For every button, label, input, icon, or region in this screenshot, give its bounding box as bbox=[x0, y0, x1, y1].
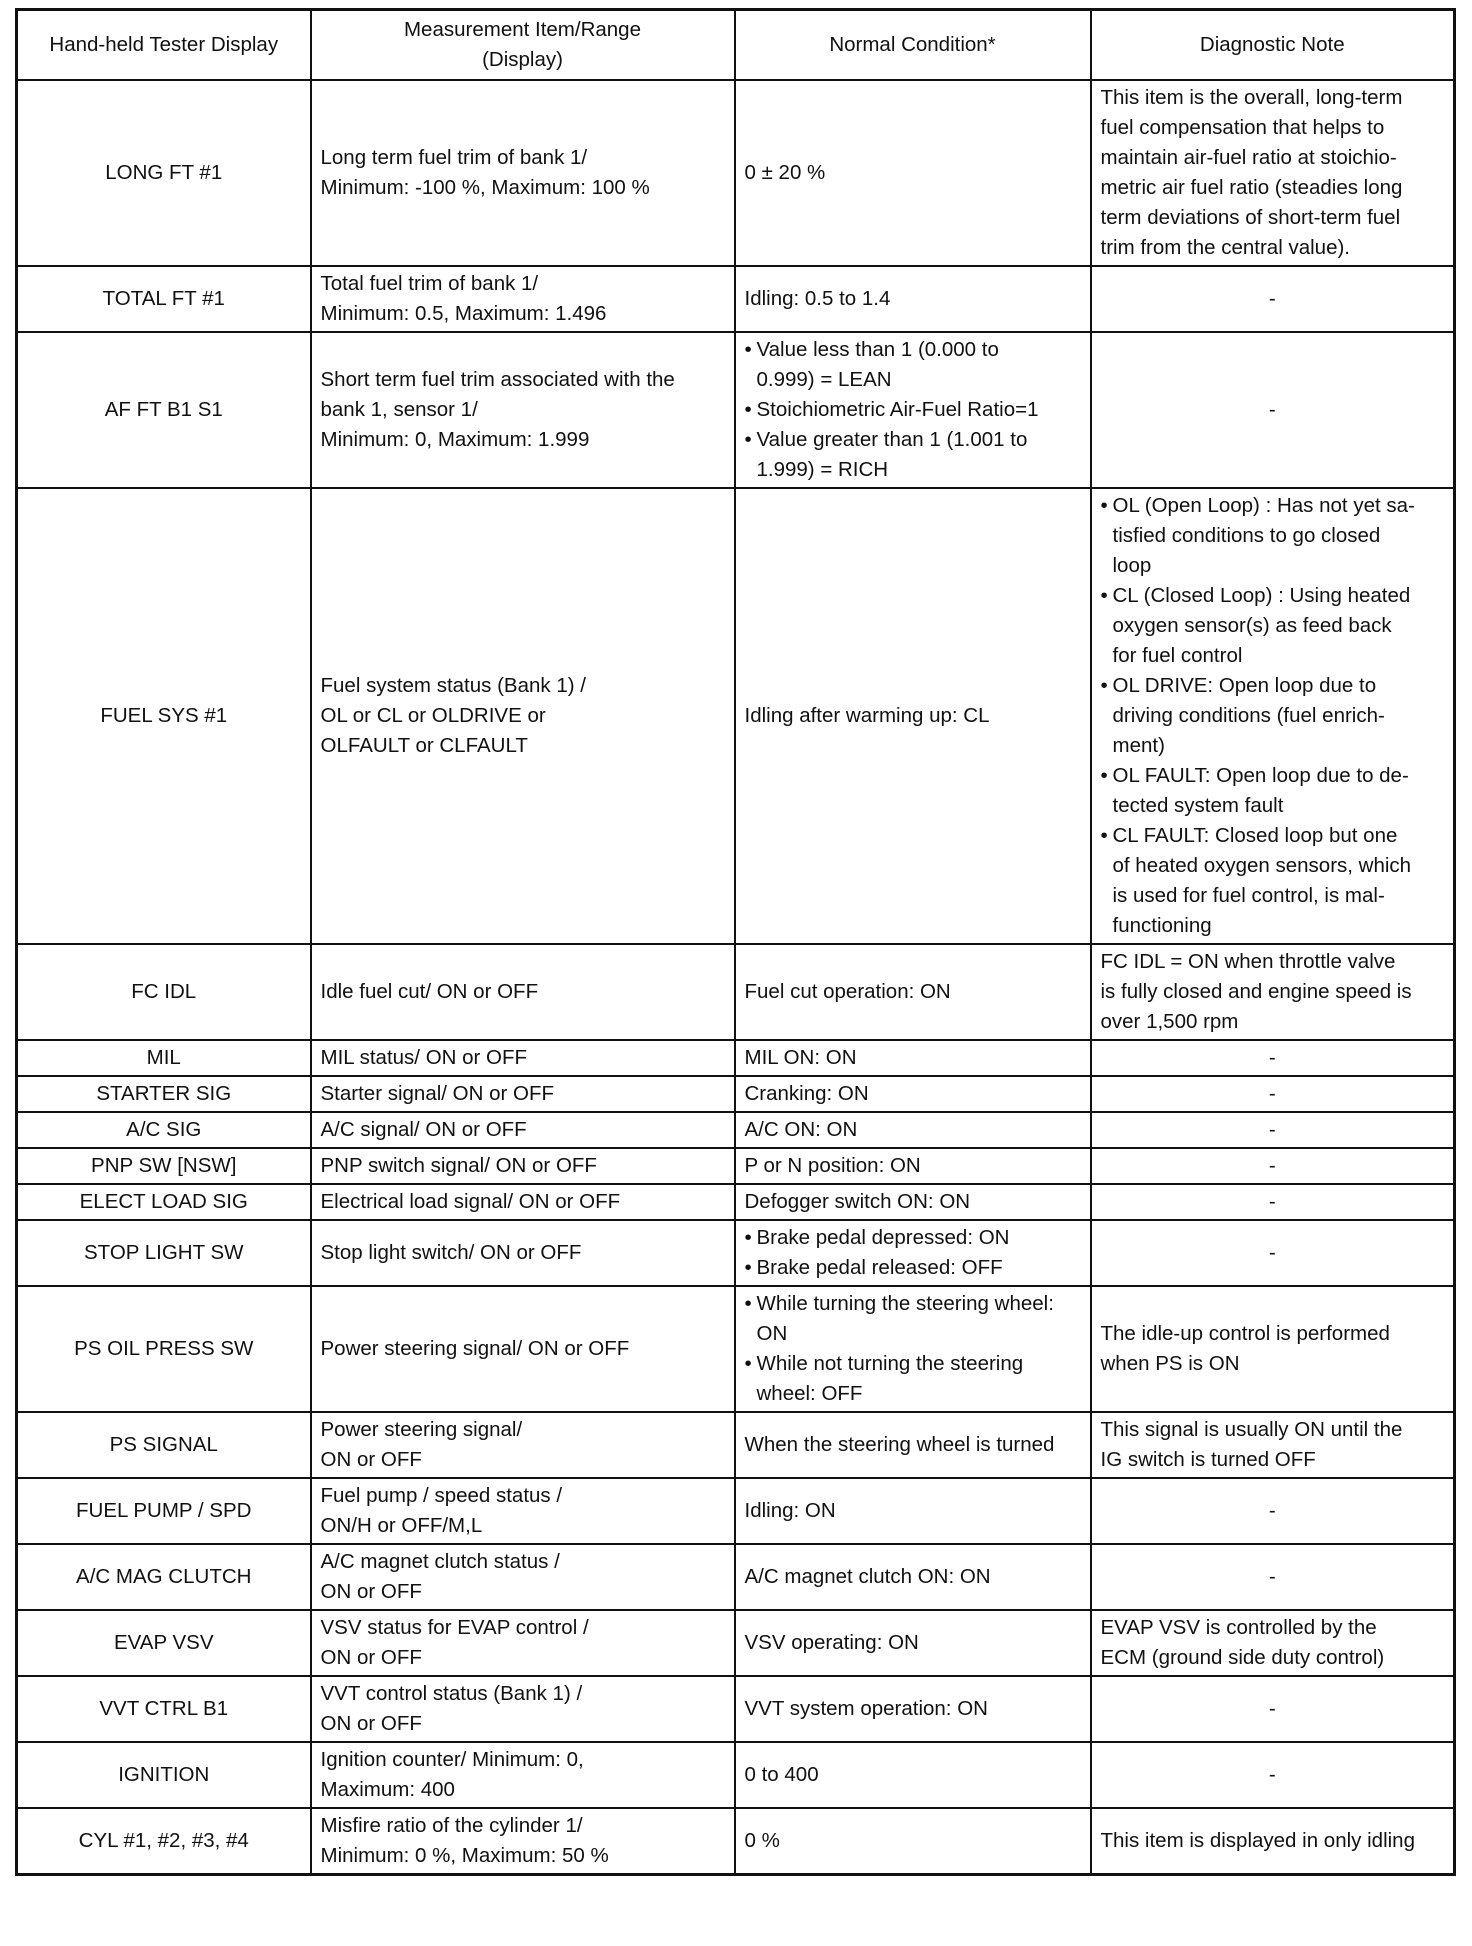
table-row bbox=[17, 1184, 1455, 1220]
cell-diagnostic-note bbox=[1091, 1412, 1455, 1478]
display-name: FUEL PUMP / SPD bbox=[76, 1499, 252, 1522]
text-line: ECM (ground side duty control) bbox=[1100, 1646, 1385, 1669]
text-line: - bbox=[1268, 1499, 1276, 1522]
text-line: • While turning the steering wheel: bbox=[756, 1292, 1054, 1315]
text-line: ON or OFF bbox=[320, 1712, 422, 1735]
text-line: • Value less than 1 (0.000 to bbox=[756, 338, 999, 361]
text-line: • CL FAULT: Closed loop but one bbox=[1112, 824, 1398, 847]
cell-normal-condition bbox=[735, 1112, 1091, 1148]
cell-tester-display bbox=[17, 1742, 311, 1808]
display-name: A/C MAG CLUTCH bbox=[76, 1565, 252, 1588]
text-line: Short term fuel trim associated with the bbox=[320, 368, 675, 391]
cell-tester-display bbox=[17, 1040, 311, 1076]
table-row bbox=[17, 80, 1455, 266]
text-line: - bbox=[1268, 1565, 1276, 1588]
table-row bbox=[17, 1076, 1455, 1112]
text-line: metric air fuel ratio (steadies long bbox=[1100, 176, 1403, 199]
table-row bbox=[17, 1610, 1455, 1676]
text-line: Power steering signal/ ON or OFF bbox=[320, 1337, 630, 1360]
display-name: FUEL SYS #1 bbox=[100, 704, 228, 727]
cell-diagnostic-note bbox=[1091, 332, 1455, 488]
cell-normal-condition bbox=[735, 1610, 1091, 1676]
cell-measurement-item bbox=[311, 1742, 735, 1808]
text-line: term deviations of short-term fuel bbox=[1100, 206, 1401, 229]
cell-diagnostic-note bbox=[1091, 488, 1455, 944]
text-line: ON or OFF bbox=[320, 1646, 422, 1669]
bullet-item bbox=[745, 1349, 1081, 1409]
text-line: Fuel cut operation: ON bbox=[744, 980, 951, 1003]
bullet-item bbox=[745, 1289, 1081, 1349]
bullet-item bbox=[745, 335, 1081, 395]
text-line: • Brake pedal released: OFF bbox=[756, 1256, 1003, 1279]
cell-normal-condition bbox=[735, 488, 1091, 944]
cell-normal-condition bbox=[735, 1808, 1091, 1875]
cell-normal-condition bbox=[735, 1478, 1091, 1544]
cell-normal-condition bbox=[735, 1412, 1091, 1478]
bullet-item bbox=[745, 425, 1081, 485]
cell-measurement-item bbox=[311, 1544, 735, 1610]
display-name: STARTER SIG bbox=[96, 1082, 232, 1105]
cell-tester-display bbox=[17, 1076, 311, 1112]
table-row bbox=[17, 1478, 1455, 1544]
display-name: TOTAL FT #1 bbox=[102, 287, 225, 310]
text-line: • While not turning the steering bbox=[756, 1352, 1024, 1375]
text-line: Idling after warming up: CL bbox=[744, 704, 990, 727]
text-line: This item is displayed in only idling bbox=[1100, 1829, 1415, 1852]
data-list-table bbox=[15, 8, 1456, 1876]
text-line: P or N position: ON bbox=[744, 1154, 921, 1177]
text-line: Stop light switch/ ON or OFF bbox=[320, 1241, 582, 1264]
header-line: Measurement Item/Range bbox=[403, 18, 641, 41]
bullet-item bbox=[1101, 671, 1445, 761]
table-row bbox=[17, 1148, 1455, 1184]
cell-tester-display bbox=[17, 1478, 311, 1544]
text-line: - bbox=[1268, 1697, 1276, 1720]
text-line: - bbox=[1268, 398, 1276, 421]
text-line: 1.999) = RICH bbox=[756, 458, 889, 481]
display-name: PNP SW [NSW] bbox=[91, 1154, 237, 1177]
cell-measurement-item bbox=[311, 1112, 735, 1148]
cell-tester-display bbox=[17, 1544, 311, 1610]
cell-normal-condition bbox=[735, 1184, 1091, 1220]
text-line: Minimum: 0.5, Maximum: 1.496 bbox=[320, 302, 607, 325]
display-name: LONG FT #1 bbox=[105, 161, 223, 184]
cell-measurement-item bbox=[311, 266, 735, 332]
text-line: - bbox=[1268, 1118, 1276, 1141]
text-line: 0 to 400 bbox=[744, 1763, 819, 1786]
text-line: maintain air-fuel ratio at stoichio- bbox=[1100, 146, 1397, 169]
text-line: Minimum: 0, Maximum: 1.999 bbox=[320, 428, 590, 451]
display-name: MIL bbox=[146, 1046, 181, 1069]
cell-diagnostic-note bbox=[1091, 1220, 1455, 1286]
text-line: ment) bbox=[1112, 734, 1165, 757]
table-header-row bbox=[17, 10, 1455, 81]
cell-tester-display bbox=[17, 1412, 311, 1478]
header-diagnostic-note bbox=[1091, 10, 1455, 81]
text-line: VSV operating: ON bbox=[744, 1631, 919, 1654]
bullet-item bbox=[1101, 491, 1445, 581]
cell-diagnostic-note bbox=[1091, 1676, 1455, 1742]
cell-measurement-item bbox=[311, 1808, 735, 1875]
text-line: - bbox=[1268, 1082, 1276, 1105]
display-name: FC IDL bbox=[131, 980, 197, 1003]
text-line: - bbox=[1268, 287, 1276, 310]
text-line: Idling: ON bbox=[744, 1499, 836, 1522]
cell-tester-display bbox=[17, 488, 311, 944]
display-name: EVAP VSV bbox=[113, 1631, 214, 1654]
table-row bbox=[17, 1544, 1455, 1610]
cell-measurement-item bbox=[311, 1286, 735, 1412]
text-line: loop bbox=[1112, 554, 1152, 577]
text-line: 0 % bbox=[744, 1829, 780, 1852]
cell-diagnostic-note bbox=[1091, 1742, 1455, 1808]
cell-diagnostic-note bbox=[1091, 1610, 1455, 1676]
text-line: VVT system operation: ON bbox=[744, 1697, 988, 1720]
text-line: MIL ON: ON bbox=[744, 1046, 857, 1069]
cell-tester-display bbox=[17, 1286, 311, 1412]
text-line: is fully closed and engine speed is bbox=[1100, 980, 1412, 1003]
text-line: Fuel pump / speed status / bbox=[320, 1484, 563, 1507]
bullet-list bbox=[745, 335, 1081, 485]
cell-measurement-item bbox=[311, 80, 735, 266]
table-row bbox=[17, 1112, 1455, 1148]
table-row bbox=[17, 1040, 1455, 1076]
text-line: • CL (Closed Loop) : Using heated bbox=[1112, 584, 1411, 607]
cell-tester-display bbox=[17, 1148, 311, 1184]
cell-tester-display bbox=[17, 1220, 311, 1286]
text-line: Defogger switch ON: ON bbox=[744, 1190, 971, 1213]
text-line: • Stoichiometric Air-Fuel Ratio=1 bbox=[756, 398, 1039, 421]
cell-measurement-item bbox=[311, 1040, 735, 1076]
text-line: VVT control status (Bank 1) / bbox=[320, 1682, 583, 1705]
cell-tester-display bbox=[17, 1610, 311, 1676]
display-name: IGNITION bbox=[118, 1763, 210, 1786]
text-line: is used for fuel control, is mal- bbox=[1112, 884, 1385, 907]
cell-diagnostic-note bbox=[1091, 1076, 1455, 1112]
text-line: • OL (Open Loop) : Has not yet sa- bbox=[1112, 494, 1415, 517]
table-row bbox=[17, 1286, 1455, 1412]
text-line: • Brake pedal depressed: ON bbox=[756, 1226, 1010, 1249]
table-row bbox=[17, 332, 1455, 488]
text-line: • OL DRIVE: Open loop due to bbox=[1112, 674, 1377, 697]
cell-measurement-item bbox=[311, 1148, 735, 1184]
bullet-item bbox=[745, 1253, 1081, 1283]
text-line: • OL FAULT: Open loop due to de- bbox=[1112, 764, 1409, 787]
cell-tester-display bbox=[17, 332, 311, 488]
cell-normal-condition bbox=[735, 1076, 1091, 1112]
text-line: A/C magnet clutch ON: ON bbox=[744, 1565, 991, 1588]
bullet-list bbox=[745, 1223, 1081, 1283]
text-line: - bbox=[1268, 1190, 1276, 1213]
cell-measurement-item bbox=[311, 1412, 735, 1478]
text-line: EVAP VSV is controlled by the bbox=[1100, 1616, 1377, 1639]
cell-diagnostic-note bbox=[1091, 1112, 1455, 1148]
text-line: oxygen sensor(s) as feed back bbox=[1112, 614, 1392, 637]
bullet-item bbox=[1101, 581, 1445, 671]
bullet-item bbox=[1101, 761, 1445, 821]
cell-tester-display bbox=[17, 1808, 311, 1875]
text-line: over 1,500 rpm bbox=[1100, 1010, 1239, 1033]
text-line: - bbox=[1268, 1241, 1276, 1264]
cell-measurement-item bbox=[311, 488, 735, 944]
cell-normal-condition bbox=[735, 1040, 1091, 1076]
table-row bbox=[17, 1676, 1455, 1742]
text-line: This item is the overall, long-term bbox=[1100, 86, 1403, 109]
cell-tester-display bbox=[17, 1184, 311, 1220]
cell-diagnostic-note bbox=[1091, 266, 1455, 332]
cell-normal-condition bbox=[735, 1544, 1091, 1610]
text-line: fuel compensation that helps to bbox=[1100, 116, 1385, 139]
text-line: A/C ON: ON bbox=[744, 1118, 858, 1141]
text-line: Minimum: 0 %, Maximum: 50 % bbox=[320, 1844, 609, 1867]
cell-normal-condition bbox=[735, 1742, 1091, 1808]
text-line: - bbox=[1268, 1154, 1276, 1177]
text-line: Power steering signal/ bbox=[320, 1418, 523, 1441]
cell-diagnostic-note bbox=[1091, 80, 1455, 266]
text-line: Total fuel trim of bank 1/ bbox=[320, 272, 539, 295]
cell-tester-display bbox=[17, 266, 311, 332]
text-line: Fuel system status (Bank 1) / bbox=[320, 674, 586, 697]
display-name: VVT CTRL B1 bbox=[99, 1697, 229, 1720]
text-line: Minimum: -100 %, Maximum: 100 % bbox=[320, 176, 650, 199]
text-line: This signal is usually ON until the bbox=[1100, 1418, 1403, 1441]
text-line: A/C magnet clutch status / bbox=[320, 1550, 560, 1573]
cell-diagnostic-note bbox=[1091, 1808, 1455, 1875]
text-line: IG switch is turned OFF bbox=[1100, 1448, 1316, 1471]
text-line: ON or OFF bbox=[320, 1448, 422, 1471]
text-line: Idling: 0.5 to 1.4 bbox=[744, 287, 891, 310]
text-line: - bbox=[1268, 1763, 1276, 1786]
text-line: tisfied conditions to go closed bbox=[1112, 524, 1381, 547]
cell-normal-condition bbox=[735, 1148, 1091, 1184]
display-name: PS OIL PRESS SW bbox=[74, 1337, 254, 1360]
text-line: ON or OFF bbox=[320, 1580, 422, 1603]
cell-normal-condition bbox=[735, 80, 1091, 266]
text-line: OL or CL or OLDRIVE or bbox=[320, 704, 546, 727]
cell-diagnostic-note bbox=[1091, 1286, 1455, 1412]
text-line: driving conditions (fuel enrich- bbox=[1112, 704, 1385, 727]
cell-measurement-item bbox=[311, 1076, 735, 1112]
cell-normal-condition bbox=[735, 944, 1091, 1040]
header-line: Hand-held Tester Display bbox=[49, 33, 279, 56]
cell-diagnostic-note bbox=[1091, 1040, 1455, 1076]
text-line: 0.999) = LEAN bbox=[756, 368, 892, 391]
table-row bbox=[17, 944, 1455, 1040]
header-line: Diagnostic Note bbox=[1199, 33, 1345, 56]
display-name: A/C SIG bbox=[126, 1118, 202, 1141]
text-line: of heated oxygen sensors, which bbox=[1112, 854, 1412, 877]
cell-measurement-item bbox=[311, 1220, 735, 1286]
display-name: AF FT B1 S1 bbox=[104, 398, 223, 421]
text-line: 0 ± 20 % bbox=[744, 161, 826, 184]
text-line: wheel: OFF bbox=[756, 1382, 863, 1405]
table-row bbox=[17, 266, 1455, 332]
text-line: PNP switch signal/ ON or OFF bbox=[320, 1154, 597, 1177]
table-row bbox=[17, 1742, 1455, 1808]
cell-tester-display bbox=[17, 944, 311, 1040]
text-line: OLFAULT or CLFAULT bbox=[320, 734, 528, 757]
header-tester-display bbox=[17, 10, 311, 81]
cell-normal-condition bbox=[735, 266, 1091, 332]
text-line: - bbox=[1268, 1046, 1276, 1069]
text-line: When the steering wheel is turned bbox=[744, 1433, 1055, 1456]
cell-diagnostic-note bbox=[1091, 944, 1455, 1040]
text-line: A/C signal/ ON or OFF bbox=[320, 1118, 527, 1141]
text-line: • Value greater than 1 (1.001 to bbox=[756, 428, 1028, 451]
text-line: FC IDL = ON when throttle valve bbox=[1100, 950, 1396, 973]
cell-diagnostic-note bbox=[1091, 1148, 1455, 1184]
cell-tester-display bbox=[17, 1112, 311, 1148]
table-row bbox=[17, 1412, 1455, 1478]
bullet-item bbox=[1101, 821, 1445, 941]
text-line: Misfire ratio of the cylinder 1/ bbox=[320, 1814, 583, 1837]
table-row bbox=[17, 1220, 1455, 1286]
cell-diagnostic-note bbox=[1091, 1184, 1455, 1220]
text-line: Starter signal/ ON or OFF bbox=[320, 1082, 555, 1105]
cell-measurement-item bbox=[311, 1610, 735, 1676]
header-line: (Display) bbox=[482, 48, 563, 71]
display-name: PS SIGNAL bbox=[109, 1433, 218, 1456]
display-name: CYL #1, #2, #3, #4 bbox=[78, 1829, 249, 1852]
bullet-item bbox=[745, 1223, 1081, 1253]
cell-normal-condition bbox=[735, 332, 1091, 488]
header-measurement-item bbox=[311, 10, 735, 81]
cell-diagnostic-note bbox=[1091, 1544, 1455, 1610]
text-line: The idle-up control is performed bbox=[1100, 1322, 1390, 1345]
cell-measurement-item bbox=[311, 332, 735, 488]
text-line: ON bbox=[756, 1322, 788, 1345]
cell-measurement-item bbox=[311, 1676, 735, 1742]
cell-measurement-item bbox=[311, 1478, 735, 1544]
text-line: Maximum: 400 bbox=[320, 1778, 455, 1801]
text-line: for fuel control bbox=[1112, 644, 1243, 667]
text-line: functioning bbox=[1112, 914, 1212, 937]
cell-measurement-item bbox=[311, 1184, 735, 1220]
bullet-list bbox=[745, 1289, 1081, 1409]
cell-normal-condition bbox=[735, 1676, 1091, 1742]
text-line: Idle fuel cut/ ON or OFF bbox=[320, 980, 539, 1003]
cell-tester-display bbox=[17, 80, 311, 266]
cell-normal-condition bbox=[735, 1220, 1091, 1286]
text-line: bank 1, sensor 1/ bbox=[320, 398, 478, 421]
header-line: Normal Condition* bbox=[829, 33, 996, 56]
table-row bbox=[17, 488, 1455, 944]
display-name: STOP LIGHT SW bbox=[84, 1241, 244, 1264]
text-line: tected system fault bbox=[1112, 794, 1284, 817]
bullet-list bbox=[1101, 491, 1445, 941]
text-line: trim from the central value). bbox=[1100, 236, 1350, 259]
text-line: Long term fuel trim of bank 1/ bbox=[320, 146, 588, 169]
cell-normal-condition bbox=[735, 1286, 1091, 1412]
bullet-item bbox=[745, 395, 1081, 425]
text-line: Cranking: ON bbox=[744, 1082, 869, 1105]
text-line: ON/H or OFF/M,L bbox=[320, 1514, 483, 1537]
cell-measurement-item bbox=[311, 944, 735, 1040]
text-line: MIL status/ ON or OFF bbox=[320, 1046, 528, 1069]
text-line: VSV status for EVAP control / bbox=[320, 1616, 589, 1639]
diagnostic-data-sheet bbox=[15, 8, 1453, 1876]
text-line: Electrical load signal/ ON or OFF bbox=[320, 1190, 621, 1213]
table-row bbox=[17, 1808, 1455, 1875]
text-line: when PS is ON bbox=[1100, 1352, 1240, 1375]
cell-diagnostic-note bbox=[1091, 1478, 1455, 1544]
cell-tester-display bbox=[17, 1676, 311, 1742]
display-name: ELECT LOAD SIG bbox=[79, 1190, 248, 1213]
text-line: Ignition counter/ Minimum: 0, bbox=[320, 1748, 584, 1771]
header-normal-condition bbox=[735, 10, 1091, 81]
table-body bbox=[17, 80, 1455, 1875]
